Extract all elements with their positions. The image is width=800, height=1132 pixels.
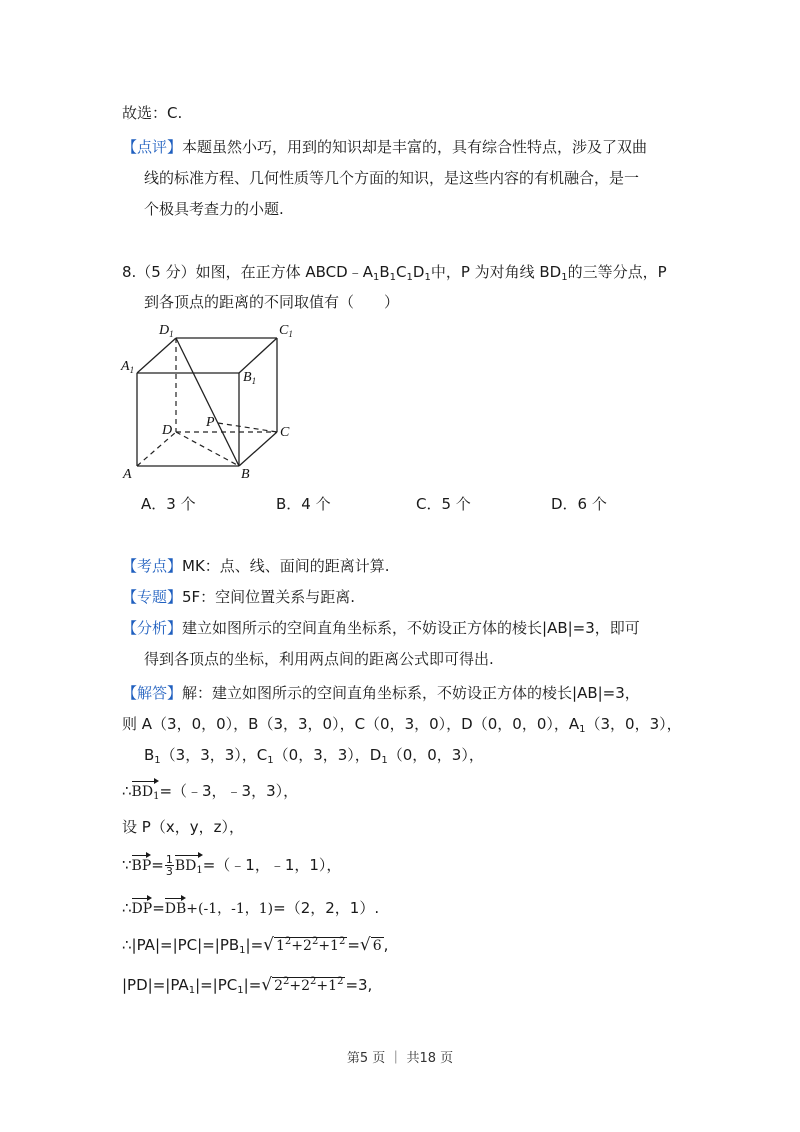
equals: =	[151, 856, 164, 874]
jieda-line-3	[144, 745, 484, 765]
vector-dp-value: =（2，2，1）.	[273, 899, 380, 917]
jieda-line-5	[122, 817, 244, 837]
exp: 2	[338, 936, 346, 947]
exp: 2	[284, 936, 292, 947]
fenxi-tag: 【分析】	[122, 619, 183, 637]
radical: √	[263, 935, 274, 955]
label-d1: $D_1$	[159, 323, 174, 339]
exp: 2	[283, 976, 290, 987]
equals: |=	[243, 976, 262, 994]
sub: 1	[154, 755, 161, 766]
vector-bd1	[132, 778, 160, 802]
jieda-text-1: 解：建立如图所示的空间直角坐标系，不妨设正方体的棱长|AB|=3，	[182, 684, 640, 702]
fenxi-text-1: 建立如图所示的空间直角坐标系，不妨设正方体的棱长|AB|=3，即可	[182, 619, 640, 637]
exp: 2	[337, 976, 344, 987]
term: +1	[316, 978, 338, 994]
comment-text-2: 线的标准方程、几何性质等几个方面的知识，是这些内容的有机融合，是一	[144, 169, 640, 187]
equals: |=	[245, 936, 264, 954]
vector-add: +(-1，-1，1)	[186, 901, 274, 917]
comment-text-1: 本题虽然小巧，用到的知识却是丰富的，具有综合性特点，涉及了双曲	[182, 138, 648, 156]
equals: =	[152, 899, 165, 917]
sub: 1	[196, 865, 203, 876]
label-d: D	[162, 423, 173, 438]
label-b: B	[241, 467, 250, 482]
exp: 2	[310, 976, 317, 987]
coords-2c: （0，3，3），D	[273, 746, 382, 764]
therefore-symbol: ∴	[122, 899, 132, 917]
edge-a1d1	[137, 338, 176, 373]
because-symbol: ∵	[122, 856, 132, 874]
coords-2d: （0，0，3），	[387, 746, 484, 764]
comment-line-1	[122, 137, 647, 157]
label-c1: $C_1$	[279, 323, 293, 339]
vec-text: BD	[174, 858, 197, 874]
fenxi-line-2	[144, 649, 494, 669]
option-c: C．5 个	[416, 495, 471, 513]
vector-bd1-value: =（﹣3，﹣3，3），	[159, 782, 299, 800]
term: 2	[274, 978, 284, 994]
label-a1: $A_1$	[121, 359, 135, 375]
answer-line	[122, 103, 182, 123]
equals: =	[347, 936, 360, 954]
dist-pc1: |=|PC	[195, 976, 238, 994]
question-line-2	[144, 292, 399, 312]
vector-bp	[132, 852, 152, 876]
label-p: P	[206, 415, 215, 430]
coords-2b: （3，3，3），C	[160, 746, 268, 764]
radical: √	[261, 975, 273, 995]
sub: 1	[239, 945, 246, 956]
sub: 1	[561, 272, 568, 283]
q-c: C	[396, 263, 407, 281]
q-d: D	[412, 263, 425, 281]
sub: 1	[237, 985, 244, 996]
term: +2	[291, 938, 312, 954]
option-d: D．6 个	[551, 495, 607, 513]
question-lead: 8.（5 分）如图，在正方体 ABCD﹣A	[122, 263, 373, 281]
sqrt-expression-2	[261, 975, 345, 996]
question-line-1	[122, 262, 667, 282]
sqrt-expression-1	[263, 935, 347, 956]
jieda-tag: 【解答】	[122, 684, 183, 702]
zhuanti-text: 5F：空间位置关系与距离.	[182, 588, 355, 606]
diagonal-d1b	[176, 338, 239, 466]
kaodian-tag: 【考点】	[122, 557, 183, 575]
fenxi-line-1	[122, 618, 640, 638]
vector-dp	[132, 895, 153, 919]
sub: 1	[267, 755, 274, 766]
jieda-line-2	[122, 714, 682, 734]
vector-bp-value: =（﹣1，﹣1，1），	[202, 856, 342, 874]
edge-bc	[239, 432, 277, 466]
sub: 1	[579, 724, 586, 735]
label-a: A	[123, 467, 132, 482]
jieda-line-1	[122, 683, 640, 703]
sub: 1	[188, 985, 196, 996]
frac-num: 1	[165, 853, 173, 866]
label-b1: $B_1$	[243, 370, 257, 386]
fenxi-text-2: 得到各顶点的坐标，利用两点间的距离公式即可得出.	[144, 650, 494, 668]
radical: √	[359, 935, 371, 955]
cube-figure	[115, 318, 305, 483]
dist-pa-pc-pb1: |PA|=|PC|=|PB	[131, 936, 240, 954]
question-text-2: 到各顶点的距离的不同取值有（ ）	[144, 293, 400, 311]
option-a: A．3 个	[141, 495, 196, 513]
therefore-symbol: ∴	[122, 782, 132, 800]
vector-db	[165, 895, 187, 919]
comment-text-3: 个极具考查力的小题.	[144, 200, 284, 218]
vec-text: DB	[164, 901, 187, 917]
q-b: B	[379, 263, 390, 281]
kaodian-line	[122, 556, 390, 576]
comma: ,	[383, 936, 389, 954]
sub: 1	[389, 272, 397, 283]
sub: 1	[153, 791, 160, 802]
term: +2	[289, 978, 311, 994]
coords-1b: （3，0，3），	[585, 715, 682, 733]
zhuanti-line	[122, 587, 355, 607]
line-pc-hidden	[218, 423, 277, 432]
jieda-line-8	[122, 935, 388, 956]
vec-text: BP	[131, 858, 152, 874]
jieda-line-4	[122, 778, 298, 802]
comment-line-2	[144, 168, 639, 188]
sub: 1	[372, 272, 380, 283]
jieda-line-9	[122, 975, 372, 996]
frac-den: 3	[165, 865, 173, 878]
vector-bd1	[175, 852, 203, 876]
kaodian-text: MK：点、线、面间的距离计算.	[182, 557, 390, 575]
sub: 1	[406, 272, 413, 283]
radicand: 6	[372, 938, 382, 954]
comment-line-3	[144, 199, 284, 219]
term: 1	[276, 938, 285, 954]
comment-tag: 【点评】	[122, 138, 183, 156]
page-footer: 第5 页 ｜ 共18 页	[346, 1051, 454, 1066]
label-c: C	[280, 425, 290, 440]
fraction-one-third	[165, 854, 174, 877]
vec-text: DP	[131, 901, 153, 917]
sqrt-six	[360, 935, 384, 956]
question-tail: 的三等分点，P	[567, 263, 667, 281]
result-three: =3,	[345, 976, 373, 994]
radicand	[274, 937, 347, 954]
coords-2a: B	[144, 746, 155, 764]
edge-b1c1	[239, 338, 277, 373]
question-mid: 中，P 为对角线 BD	[430, 263, 562, 281]
option-b: B．4 个	[276, 495, 331, 513]
zhuanti-tag: 【专题】	[122, 588, 183, 606]
answer-text: 故选：C.	[122, 104, 183, 122]
therefore-symbol: ∴	[122, 936, 132, 954]
term: +1	[318, 938, 339, 954]
sub: 1	[381, 755, 388, 766]
jieda-line-6	[122, 852, 341, 877]
coords-1: 则 A（3，0，0），B（3，3，0），C（0，3，0），D（0，0，0），A	[122, 715, 580, 733]
jieda-line-7	[122, 895, 379, 919]
set-p-text: 设 P（x，y，z），	[122, 818, 244, 836]
sub: 1	[424, 272, 431, 283]
radicand	[272, 977, 345, 994]
vec-text: BD	[131, 784, 154, 800]
exp: 2	[311, 936, 319, 947]
edge-db-hidden	[176, 432, 239, 466]
dist-pd-pa1: |PD|=|PA	[122, 976, 189, 994]
